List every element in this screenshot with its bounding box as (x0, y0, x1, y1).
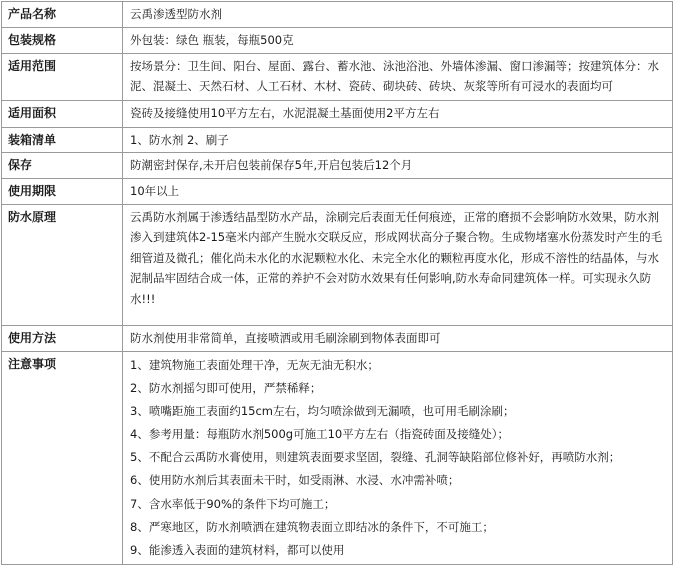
row-service-life (2, 178, 673, 204)
value-usage: 防水剂使用非常简单，直接喷洒或用毛刷涂刷到物体表面即可 (123, 325, 673, 351)
row-storage (2, 153, 673, 179)
label-packaging: 包装规格 (2, 27, 123, 53)
label-area: 适用面积 (2, 100, 123, 127)
note-item: 3、喷嘴距施工表面约15cm左右，均匀喷涂做到无漏喷，也可用毛刷涂刷； (130, 403, 515, 418)
note-item: 9、能渗透入表面的建筑材料，都可以使用 (130, 543, 345, 557)
row-notes (2, 351, 673, 565)
value-scope: 按场景分：卫生间、阳台、屋面、露台、蓄水池、泳池浴池、外墙体渗漏、窗口渗漏等；按建筑体分：水泥、混凝土、天然石材、人工石材、木材、瓷砖、砌块砖、砖块、灰浆等所有可浸水的表面均可 (123, 53, 673, 100)
label-packing-list: 装箱清单 (2, 127, 123, 153)
row-usage (2, 325, 673, 351)
row-packaging (2, 27, 673, 53)
row-packing-list (2, 127, 673, 153)
label-storage: 保存 (2, 153, 123, 179)
label-product-name: 产品名称 (2, 2, 123, 28)
note-item: 2、防水剂摇匀即可使用，严禁稀释； (130, 380, 322, 395)
value-service-life: 10年以上 (123, 178, 673, 204)
note-item: 4、参考用量：每瓶防水剂500g可施工10平方左右（指瓷砖面及接缝处）； (130, 427, 509, 442)
label-notes: 注意事项 (2, 351, 123, 565)
row-scope (2, 53, 673, 100)
note-item: 6、使用防水剂后其表面未干时，如受雨淋、水浸、水冲需补喷； (130, 473, 460, 488)
row-area (2, 100, 673, 127)
value-storage: 防潮密封保存,未开启包装前保存5年,开启包装后12个月 (123, 153, 673, 179)
label-service-life: 使用期限 (2, 178, 123, 204)
value-packing-list: 1、防水剂 2、刷子 (123, 127, 673, 153)
note-item: 7、含水率低于90%的条件下均可施工； (130, 496, 336, 511)
notes-list (123, 351, 673, 565)
row-product-name (2, 2, 673, 28)
label-usage: 使用方法 (2, 325, 123, 351)
row-principle (2, 204, 673, 325)
value-packaging: 外包装：绿色 瓶装，每瓶500克 (123, 27, 673, 53)
note-item: 8、严寒地区，防水剂喷洒在建筑物表面立即结冰的条件下，不可施工； (130, 519, 494, 534)
note-item: 5、不配合云禹防水膏使用，则建筑表面要求坚固，裂缝、孔洞等缺陷部位修补好，再喷防水剂； (130, 450, 621, 465)
value-principle: 云禹防水剂属于渗透结晶型防水产品，涂刷完后表面无任何痕迹，正常的磨损不会影响防水效果，防水剂渗入到建筑体2-15毫米内部产生脱水交联反应，形成网状高分子聚合物。生成物堵塞水份蒸发时产生的毛细管道及微孔；催化尚未水化的水泥颗粒水化、未完全水化的颗粒再度水化，形成不溶性的结晶体，与水泥制品牢固结合成一体，正常的养护不会对防水效果有任何影响,防水寿命同建筑体一样。可实现永久防水!!! (123, 204, 673, 325)
value-area: 瓷砖及接缝使用10平方左右，水泥混凝土基面使用2平方左右 (123, 100, 673, 127)
note-item: 1、建筑物施工表面处理干净，无灰无油无积水； (130, 357, 379, 372)
label-principle: 防水原理 (2, 204, 123, 325)
label-scope: 适用范围 (2, 53, 123, 100)
product-spec-table (1, 1, 673, 565)
value-product-name: 云禹渗透型防水剂 (123, 2, 673, 28)
